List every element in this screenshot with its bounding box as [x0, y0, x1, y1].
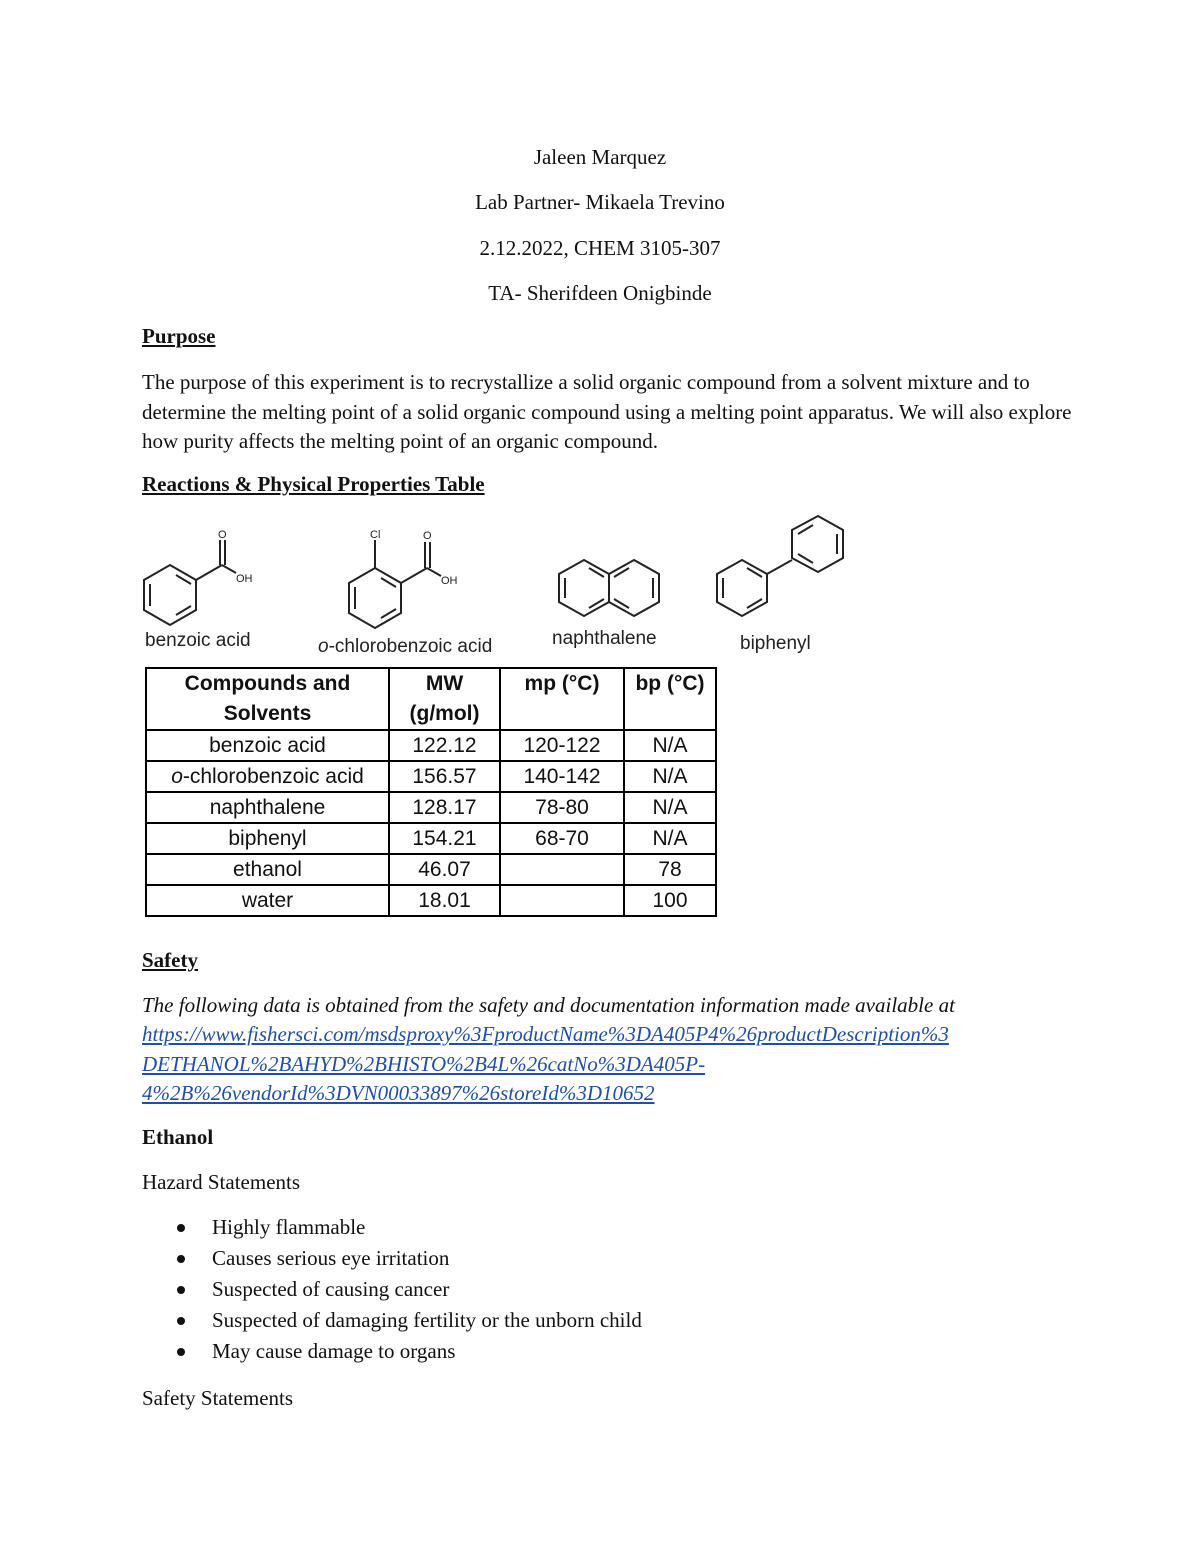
table-cell: 78-80 — [500, 792, 624, 823]
table-cell: N/A — [624, 792, 716, 823]
table-cell — [500, 885, 624, 916]
author-name: Jaleen Marquez — [533, 145, 667, 169]
table-header-row — [146, 668, 716, 730]
table-row — [146, 885, 716, 916]
table-cell: 120-122 — [500, 730, 624, 761]
safety-heading: Safety — [142, 948, 198, 972]
table-cell — [500, 854, 624, 885]
chlorobenzoic-acid-label: o-chlorobenzoic acid — [318, 636, 493, 657]
table-cell: N/A — [624, 761, 716, 792]
table-cell: 154.21 — [389, 823, 500, 854]
safety-intro: The following data is obtained from the safety and documentation information made available at — [142, 993, 955, 1017]
oxygen-atom-label-2: O — [423, 530, 432, 542]
bullet-icon — [177, 1286, 185, 1294]
purpose-heading: Purpose — [142, 324, 216, 348]
table-header-cell: MW (g/mol) — [389, 668, 500, 730]
list-item: May cause damage to organs — [142, 1336, 642, 1367]
table-cell: benzoic acid — [146, 730, 389, 761]
table-header-cell: Compounds and Solvents — [146, 668, 389, 730]
ethanol-heading: Ethanol — [142, 1125, 214, 1149]
table-cell: 18.01 — [389, 885, 500, 916]
table-cell: N/A — [624, 730, 716, 761]
biphenyl-label: biphenyl — [740, 633, 811, 654]
safety-statements-label: Safety Statements — [142, 1386, 294, 1410]
lab-partner: Lab Partner- Mikaela Trevino — [475, 190, 725, 214]
benzoic-acid-label: benzoic acid — [145, 630, 251, 651]
chlorine-atom-label: Cl — [370, 529, 381, 541]
table-cell: 122.12 — [389, 730, 500, 761]
purpose-text: The purpose of this experiment is to recrystallize a solid organic compound from a solvent mixture and to determine the melting point of a solid organic compound using a melting point apparatus. We will also explore how purity affects the melting point of an organic compound. — [142, 370, 1072, 453]
list-item: Suspected of damaging fertility or the unborn child — [142, 1305, 642, 1336]
hydroxyl-label: OH — [236, 573, 253, 585]
hydroxyl-label-2: OH — [441, 575, 458, 587]
bullet-icon — [177, 1348, 185, 1356]
teaching-assistant: TA- Sherifdeen Onigbinde — [488, 281, 712, 305]
table-cell: N/A — [624, 823, 716, 854]
bullet-icon — [177, 1224, 185, 1232]
table-cell: 46.07 — [389, 854, 500, 885]
table-row — [146, 854, 716, 885]
table-cell: ethanol — [146, 854, 389, 885]
table-header-cell: bp (°C) — [624, 668, 716, 730]
naphthalene-structure — [559, 560, 659, 616]
table-cell: 100 — [624, 885, 716, 916]
list-item: Suspected of causing cancer — [142, 1274, 642, 1305]
msds-link-line-3[interactable]: 4%2B%26vendorId%3DVN00033897%26storeId%3D10652 — [142, 1081, 655, 1105]
table-row — [146, 761, 716, 792]
table-row — [146, 730, 716, 761]
list-item: Causes serious eye irritation — [142, 1243, 642, 1274]
chlorobenzoic-acid-structure — [349, 540, 441, 628]
table-cell: biphenyl — [146, 823, 389, 854]
bullet-icon — [177, 1317, 185, 1325]
table-header-cell: mp (°C) — [500, 668, 624, 730]
reactions-heading: Reactions & Physical Properties Table — [142, 472, 485, 496]
physical-properties-table — [145, 667, 717, 917]
benzoic-acid-structure — [144, 540, 236, 625]
list-item: Highly flammable — [142, 1212, 642, 1243]
table-cell: water — [146, 885, 389, 916]
date-course: 2.12.2022, CHEM 3105-307 — [479, 236, 721, 260]
chemical-structures — [130, 510, 850, 630]
naphthalene-label: naphthalene — [552, 628, 657, 649]
table-cell: 156.57 — [389, 761, 500, 792]
msds-link-line-1[interactable]: https://www.fishersci.com/msdsproxy%3FproductName%3DA405P4%26productDescription%3 — [142, 1022, 949, 1046]
table-row — [146, 792, 716, 823]
table-row — [146, 823, 716, 854]
table-cell: naphthalene — [146, 792, 389, 823]
msds-link-line-2[interactable]: DETHANOL%2BAHYD%2BHISTO%2B4L%26catNo%3DA405P- — [142, 1052, 706, 1076]
table-cell: 78 — [624, 854, 716, 885]
biphenyl-structure — [717, 516, 843, 616]
table-cell: 140-142 — [500, 761, 624, 792]
oxygen-atom-label: O — [218, 529, 227, 541]
hazard-statements-label: Hazard Statements — [142, 1170, 301, 1194]
bullet-icon — [177, 1255, 185, 1263]
hazard-list — [142, 1212, 642, 1367]
table-cell: 68-70 — [500, 823, 624, 854]
table-cell: o-chlorobenzoic acid — [146, 761, 389, 792]
table-cell: 128.17 — [389, 792, 500, 823]
